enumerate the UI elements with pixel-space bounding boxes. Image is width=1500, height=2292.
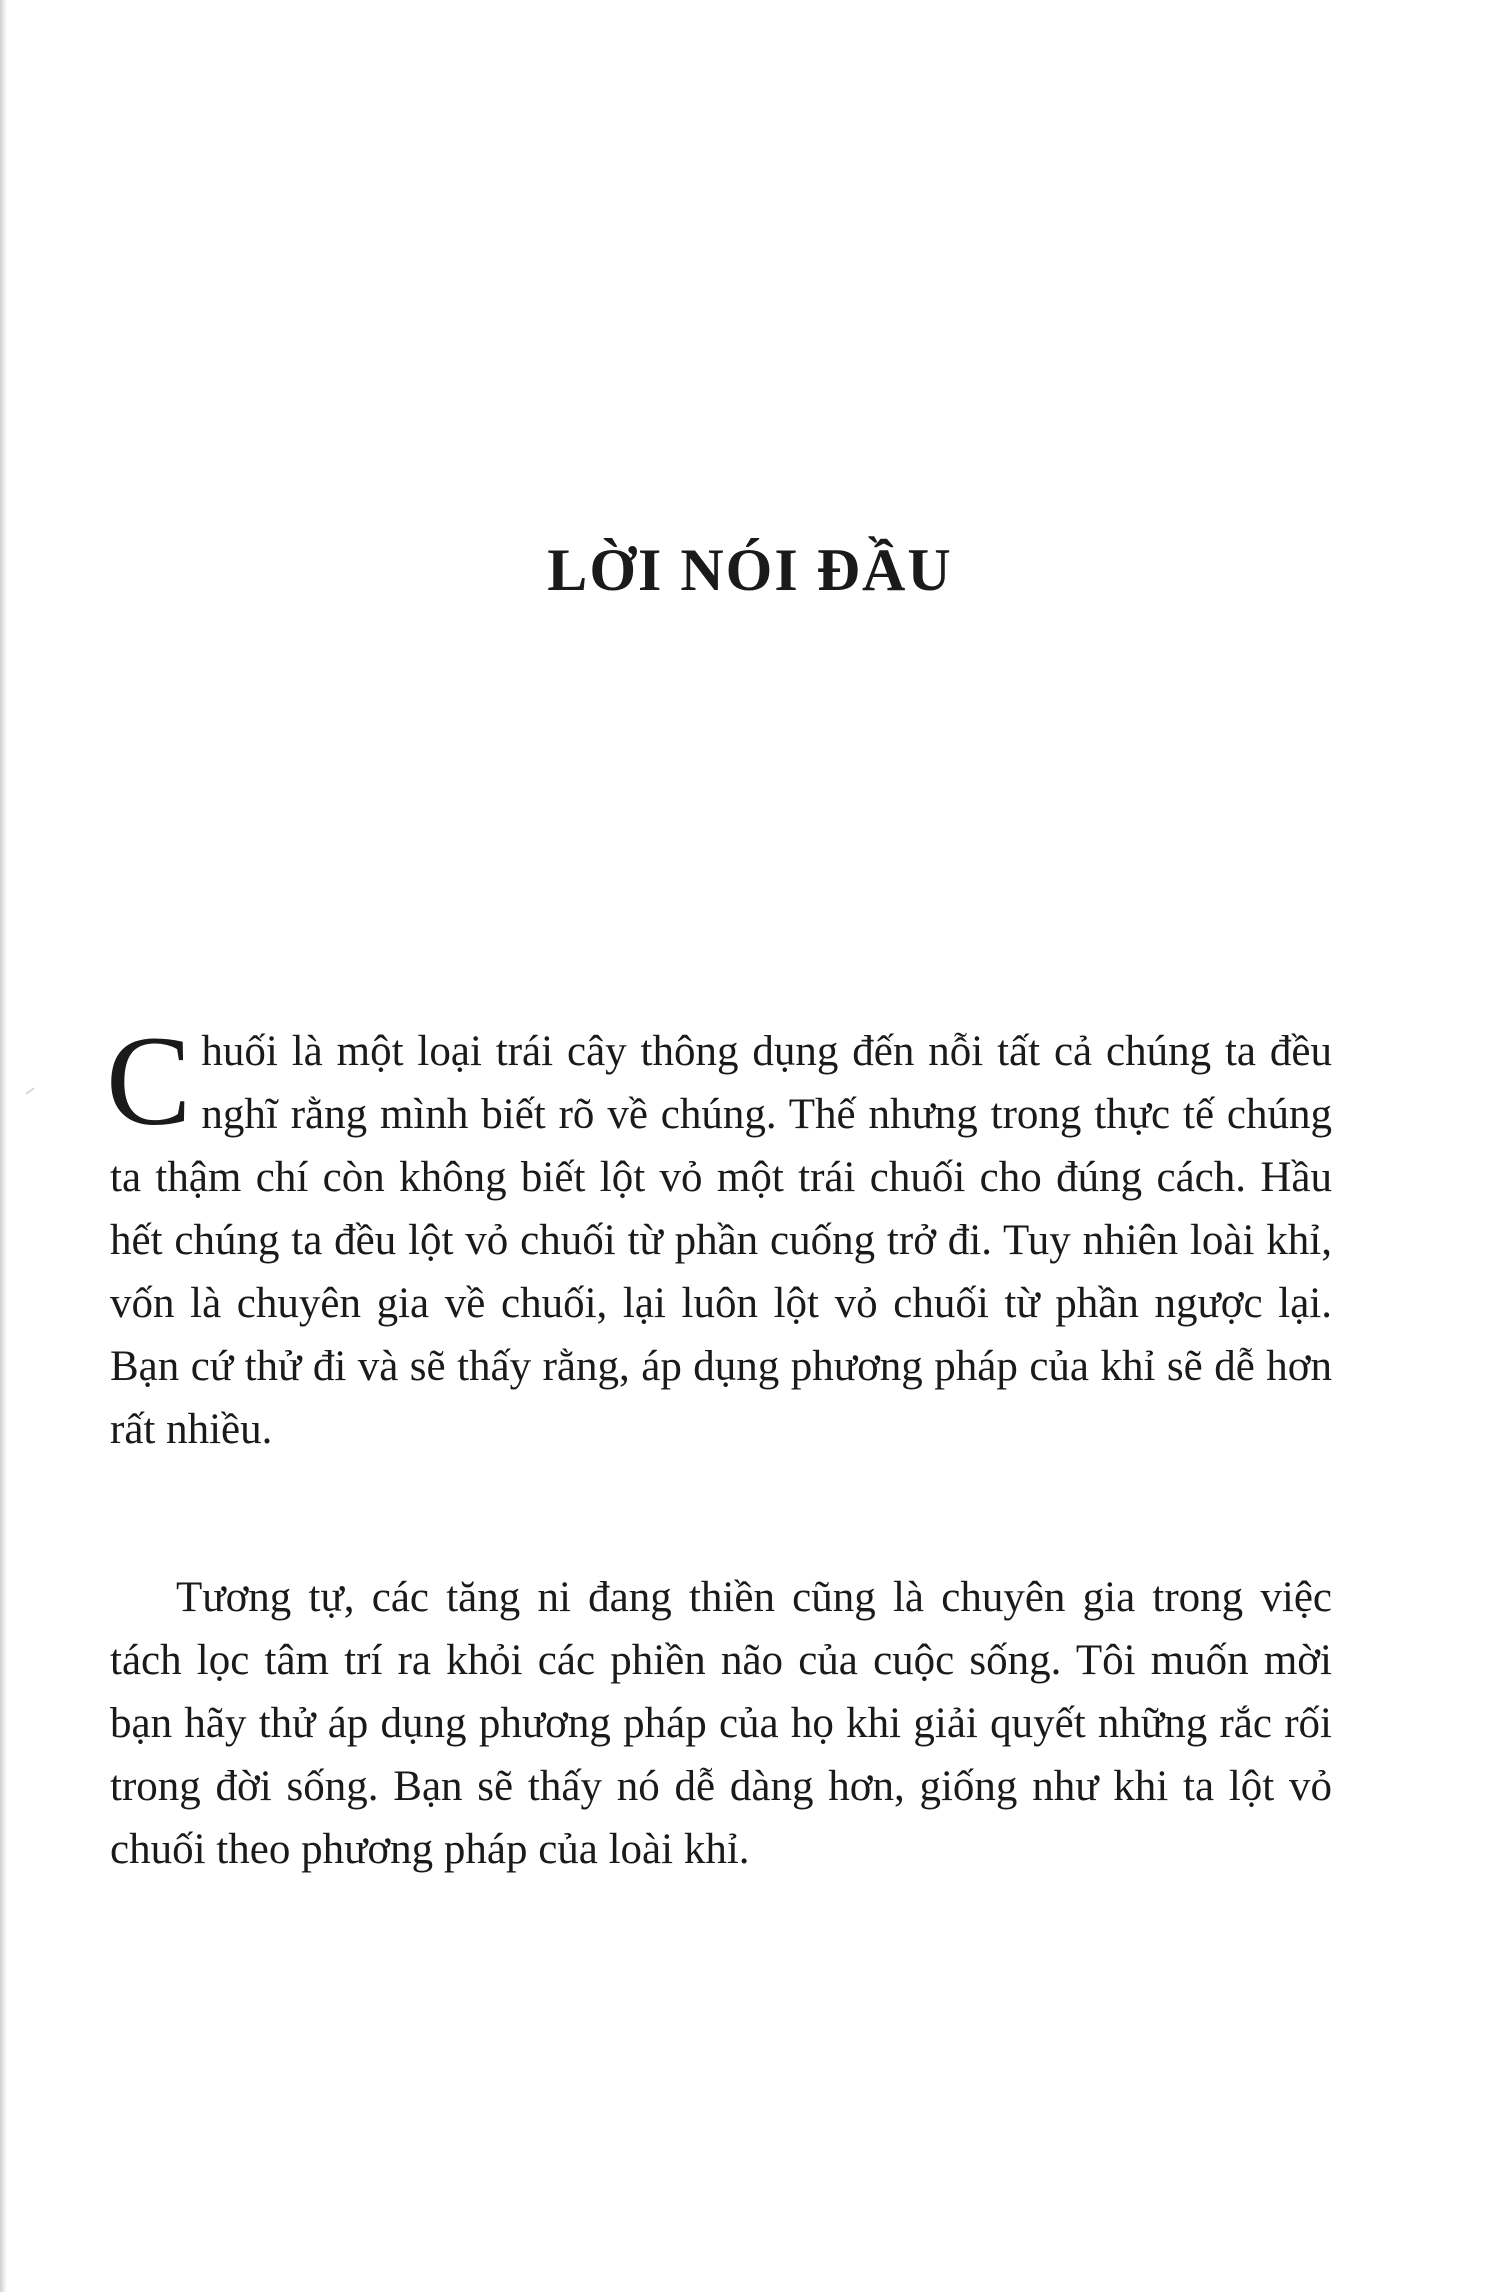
drop-cap: C bbox=[106, 1010, 192, 1152]
paragraph-1 bbox=[106, 1010, 1332, 1461]
page-title: LỜI NÓI ĐẦU bbox=[547, 537, 953, 603]
page-binding-edge bbox=[0, 0, 7, 2292]
paper-speck bbox=[25, 1087, 34, 1094]
paragraph-2: Tương tự, các tăng ni đang thiền cũng là chuyên gia trong việc tách lọc tâm trí ra khỏi các phiền não của cuộc sống. Tôi muốn mời bạn hãy thử áp dụng phương pháp của họ khi giải quyết những rắc rối trong đời sống. Bạn sẽ thấy nó dễ dàng hơn, giống như khi ta lột vỏ chuối theo phương pháp của loài khỉ. bbox=[110, 1574, 1332, 1873]
paragraph-1-text: huối là một loại trái cây thông dụng đến nỗi tất cả chúng ta đều nghĩ rằng mình biết rõ về chúng. Thế nhưng trong thực tế chúng ta thậm chí còn không biết lột vỏ một trái chuối cho đúng cách. Hầu hết chúng ta đều lột vỏ chuối từ phần cuống trở đi. Tuy nhiên loài khỉ, vốn là chuyên gia về chuối, lại luôn lột vỏ chuối từ phần ngược lại. Bạn cứ thử đi và sẽ thấy rằng, áp dụng phương pháp của khỉ sẽ dễ hơn rất nhiều. bbox=[110, 1028, 1332, 1453]
